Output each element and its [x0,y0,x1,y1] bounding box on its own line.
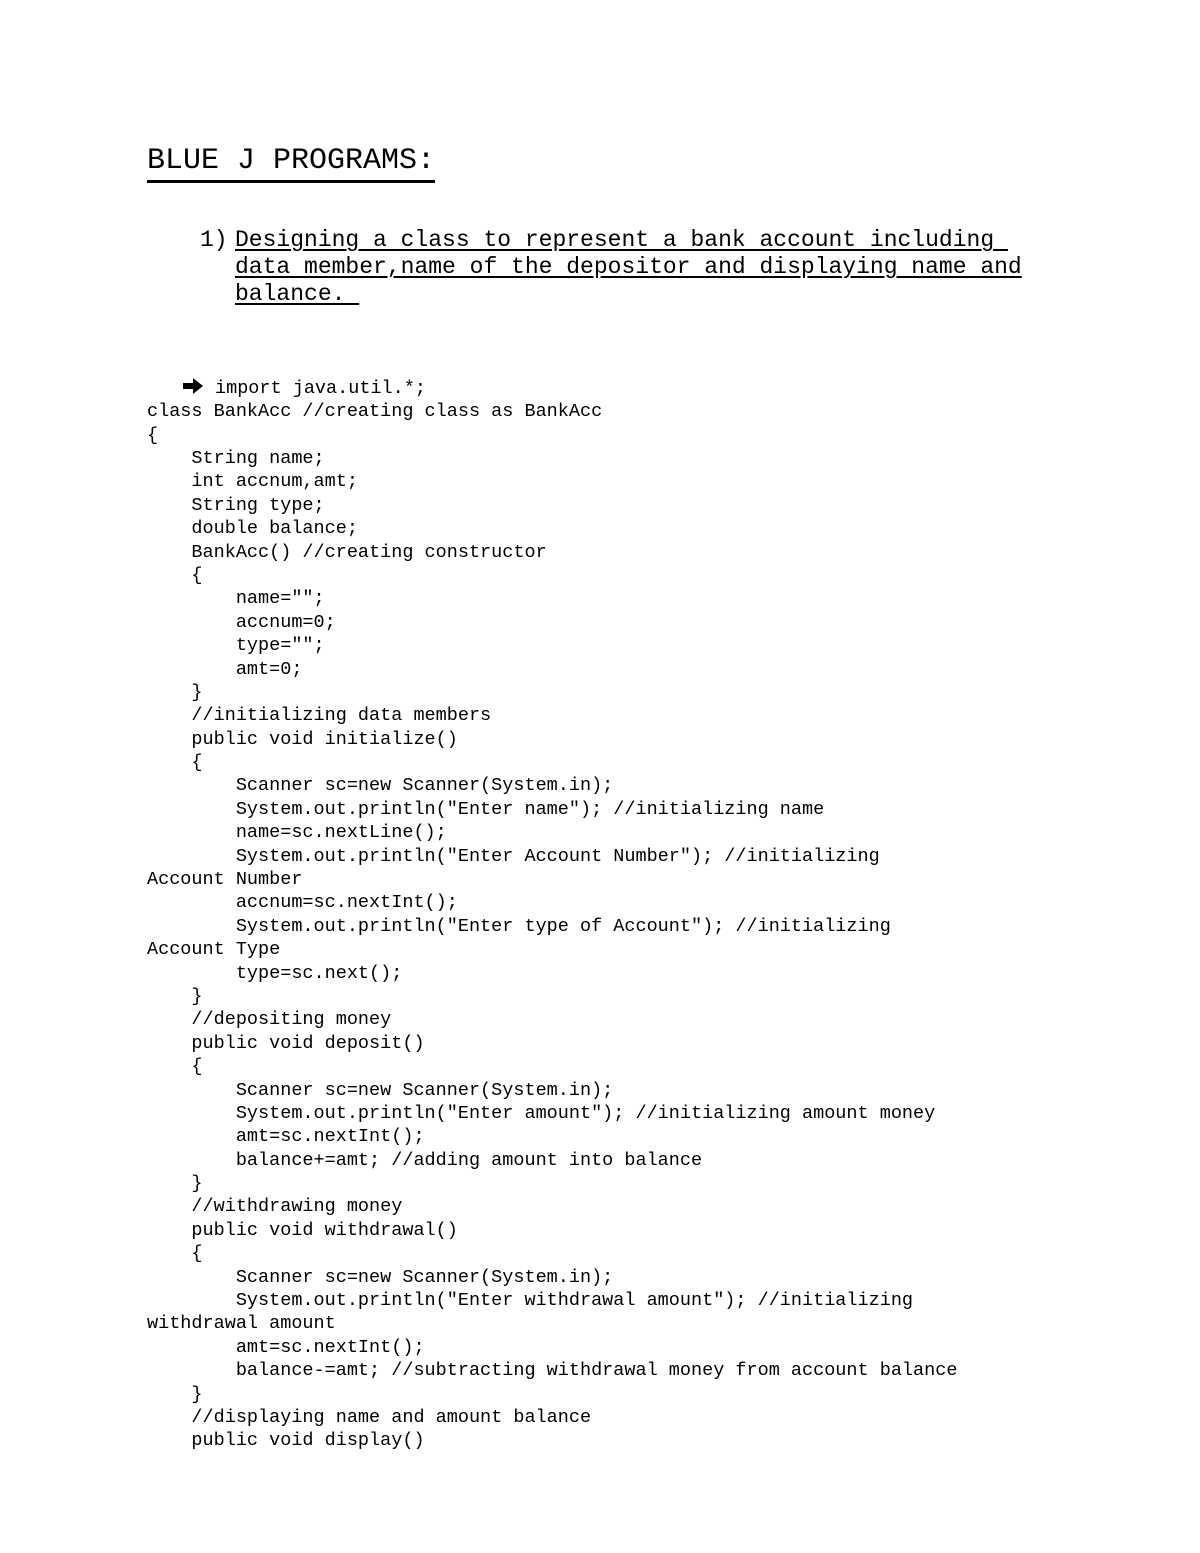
code-line: } [147,1383,203,1405]
code-line: withdrawal amount [147,1313,336,1335]
code-line: String name; [147,447,325,469]
question-line: Designing a class to represent a bank account including [235,227,1008,253]
code-line: accnum=0; [147,611,336,633]
code-line: Scanner sc=new Scanner(System.in); [147,775,614,797]
code-block [147,330,1147,1500]
question-line: balance. [235,281,360,307]
code-line: amt=0; [147,658,303,680]
question-number: 1) [200,227,228,253]
code-line: name=""; [147,588,325,610]
code-line: public void deposit() [147,1032,425,1054]
question-line: data member,name of the depositor and displaying name and [235,254,1022,280]
code-line: { [147,1243,203,1265]
code-line: amt=sc.nextInt(); [147,1336,425,1358]
code-line: System.out.println("Enter name"); //initializing name [147,798,825,820]
code-line: public void withdrawal() [147,1219,458,1241]
code-line: { [147,564,203,586]
code-line: System.out.println("Enter type of Account"); //initializing [147,915,891,937]
import-statement: import java.util.*; [215,377,426,399]
code-line: Account Type [147,939,281,961]
code-line: double balance; [147,518,358,540]
code-line: //displaying name and amount balance [147,1407,592,1428]
code-line: Scanner sc=new Scanner(System.in); [147,1266,614,1288]
code-line: public void initialize() [147,728,458,750]
code-line: System.out.println("Enter amount"); //initializing amount money [147,1102,936,1124]
code-line: balance-=amt; //subtracting withdrawal money from account balance [147,1360,958,1382]
code-line: System.out.println("Enter Account Number"); //initializing [147,845,880,867]
code-line: Scanner sc=new Scanner(System.in); [147,1079,614,1101]
code-line: name=sc.nextLine(); [147,822,447,844]
code-lines [147,400,1147,1453]
code-line: amt=sc.nextInt(); [147,1126,425,1148]
code-line: String type; [147,494,325,516]
code-line: System.out.println("Enter withdrawal amount"); //initializing [147,1290,914,1312]
code-line: int accnum,amt; [147,471,358,493]
right-arrow-icon [181,377,205,395]
code-line: type=sc.next(); [147,962,403,984]
code-line: { [147,1056,203,1078]
code-line: BankAcc() //creating constructor [147,541,547,563]
code-line: balance+=amt; //adding amount into balance [147,1149,703,1171]
code-line: //initializing data members [147,705,492,727]
code-line: public void display() [147,1430,425,1452]
code-line: type=""; [147,635,325,657]
code-line: } [147,1173,203,1195]
code-line: //withdrawing money [147,1196,403,1218]
code-line: Account Number [147,869,303,891]
question-text [235,227,1065,308]
code-line: //depositing money [147,1009,392,1031]
code-line: } [147,985,203,1007]
code-line: accnum=sc.nextInt(); [147,892,458,914]
code-line: class BankAcc //creating class as BankAcc [147,401,603,423]
code-line: { [147,424,159,446]
code-line-import [147,377,1147,400]
code-line: { [147,752,203,774]
code-line: } [147,681,203,703]
page-title: BLUE J PROGRAMS: [147,142,435,183]
